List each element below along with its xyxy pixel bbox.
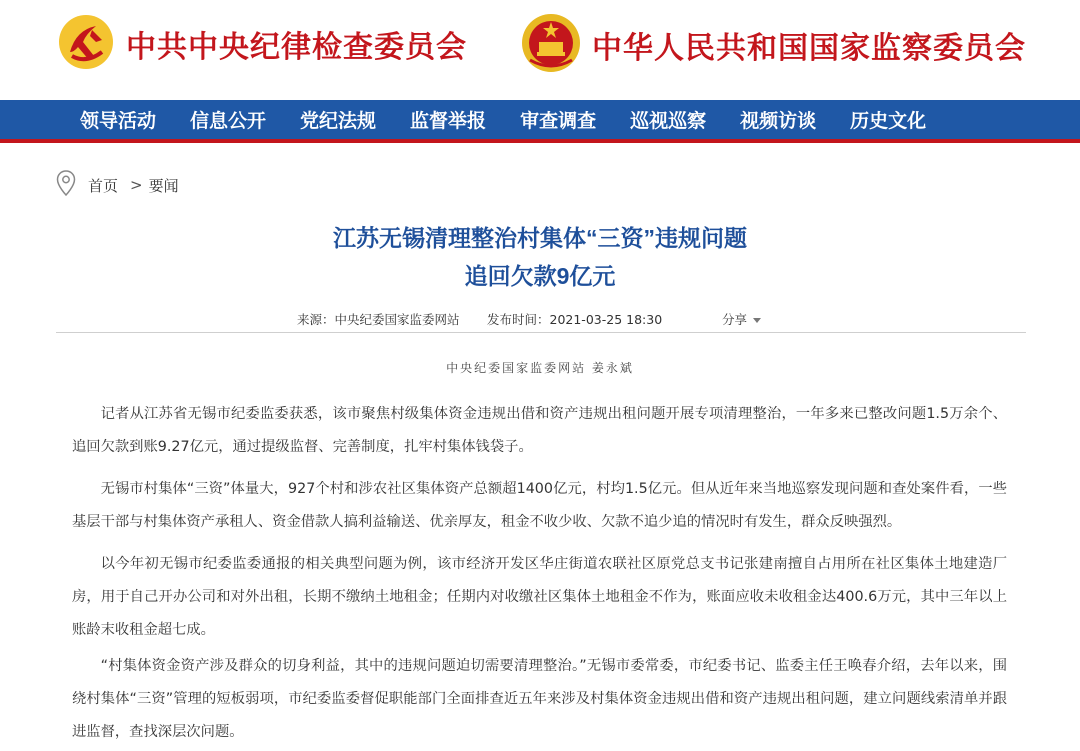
article-byline: 中央纪委国家监委网站 姜永斌 — [446, 361, 634, 375]
breadcrumb — [56, 170, 179, 200]
breadcrumb-home[interactable]: 首页 — [88, 176, 119, 195]
article-paragraph: 记者从江苏省无锡市纪委监委获悉，该市聚焦村级集体资金违规出借和资产违规出租问题开展专项清理整治，一年多来已整改问题1.5万余个、追回欠款到账9.27亿元，通过提级监督、完善制度，扎牢村集体钱袋子。 — [72, 406, 1007, 455]
share-label: 分享 — [722, 312, 748, 327]
party-emblem-icon — [56, 12, 116, 76]
nav-item-info-disclosure[interactable]: 信息公开 — [190, 110, 267, 132]
nav-item-regulations[interactable]: 党纪法规 — [300, 110, 377, 132]
article-paragraph: “村集体资金资产涉及群众的切身利益，其中的违规问题迫切需要清理整治。”无锡市委常委，市纪委书记、监委主任王唤春介绍，去年以来，围绕村集体“三资”管理的短板弱项，市纪委监委督促职能部门全面排查近五年来涉及村集体资金违规出借和资产违规出租问题，建立问题线索清单并跟进监督，查找深层次问题。 — [72, 658, 1007, 740]
site-header — [0, 0, 1080, 100]
main-nav — [0, 100, 1080, 143]
nav-item-video[interactable]: 视频访谈 — [740, 110, 817, 132]
breadcrumb-current[interactable]: 要闻 — [148, 176, 179, 195]
nsc-name: 中华人民共和国国家监察委员会 — [592, 31, 1026, 66]
ccdi-logo[interactable] — [56, 12, 467, 76]
nav-item-leadership[interactable]: 领导活动 — [80, 110, 157, 132]
publish-time: 发布时间：2021-03-25 18:30 — [487, 312, 663, 327]
article-paragraph: 无锡市村集体“三资”体量大，927个村和涉农社区集体资产总额超1400亿元，村均1.5亿元。但从近年来当地巡察发现问题和查处案件看，一些基层干部与村集体资产承租人、资金借款人搞利益输送、优亲厚友，租金不收少收、欠款不追少追的情况时有发生，群众反映强烈。 — [72, 481, 1007, 530]
ccdi-name: 中共中央纪律检查委员会 — [126, 30, 467, 65]
meta-divider — [56, 332, 1026, 333]
chevron-down-icon — [753, 318, 761, 323]
nsc-logo[interactable] — [520, 12, 1026, 78]
national-emblem-icon — [520, 12, 582, 78]
nav-item-report[interactable]: 监督举报 — [410, 110, 487, 132]
article-paragraph: 以今年初无锡市纪委监委通报的相关典型问题为例，该市经济开发区华庄街道农联社区原党总支书记张建南擅自占用所在社区集体土地建造厂房，用于自己开办公司和对外出租，长期不缴纳土地租金；任期内对收缴社区集体土地租金不作为，账面应收未收租金达400.6万元，其中三年以上账龄末收租金超七成。 — [72, 556, 1007, 638]
location-pin-icon — [56, 170, 76, 200]
breadcrumb-separator: > — [130, 176, 143, 194]
nav-item-inspection[interactable]: 巡视巡察 — [630, 110, 707, 132]
nav-item-investigation[interactable]: 审查调查 — [520, 110, 597, 132]
article-title-line2: 追回欠款9亿元 — [464, 263, 616, 289]
article-title-line1: 江苏无锡清理整治村集体“三资”违规问题 — [333, 225, 747, 251]
article-source: 来源：中央纪委国家监委网站 — [297, 312, 460, 327]
nav-item-history[interactable]: 历史文化 — [850, 110, 927, 132]
share-button[interactable] — [722, 310, 761, 328]
